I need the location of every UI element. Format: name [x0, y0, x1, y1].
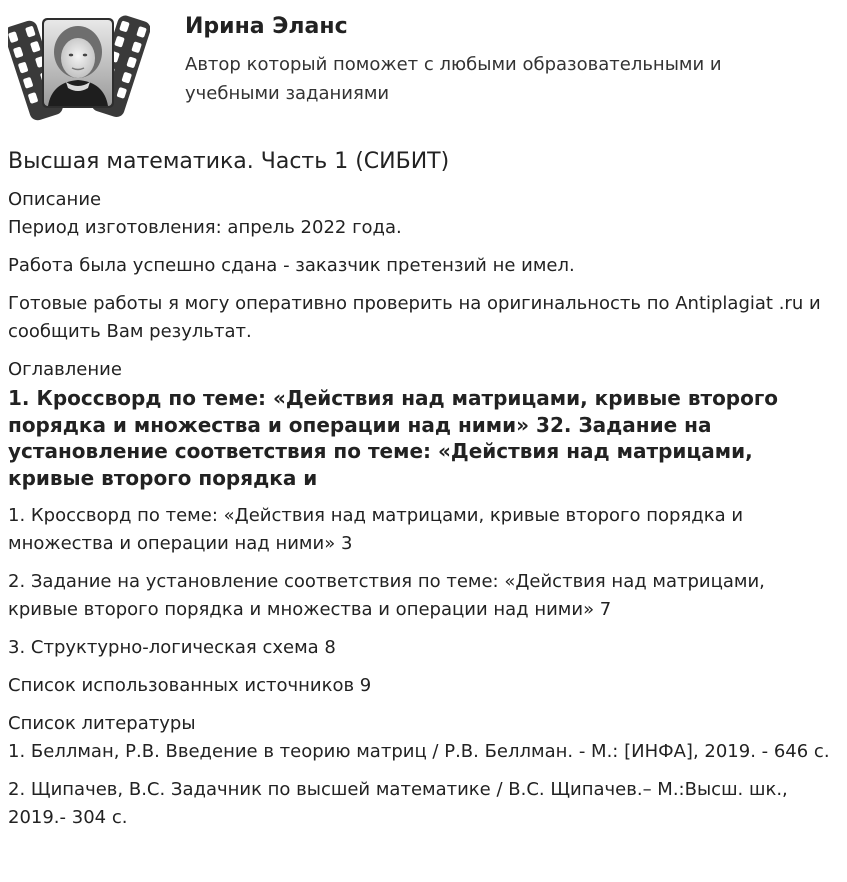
toc-item: 1. Кроссворд по теме: «Действия над матрицами, кривые второго порядка и множества и операции над ними» 3 — [8, 505, 744, 554]
film-strip-avatar-icon — [8, 8, 150, 126]
description-paragraph: Работа была успешно сдана - заказчик претензий не имел. — [8, 255, 575, 276]
toc-heading: 1. Кроссворд по теме: «Действия над матрицами, кривые второго порядка и множества и операции над ними» 32. Задание на установление соответствия по теме: «Действия над матрицами, кривые второго порядка и — [8, 386, 779, 490]
document-content — [8, 146, 838, 842]
toc-item: 2. Задание на установление соответствия по теме: «Действия над матрицами, кривые второго порядка и множества и операции над ними» 7 — [8, 571, 765, 620]
toc-item: 3. Структурно-логическая схема 8 — [8, 637, 336, 658]
author-avatar[interactable] — [8, 8, 150, 126]
description-paragraph: Период изготовления: апрель 2022 года. — [8, 217, 402, 238]
author-name[interactable]: Ирина Эланс — [185, 14, 348, 39]
literature-list — [8, 738, 838, 832]
description-label: Описание — [8, 189, 102, 210]
document-title: Высшая математика. Часть 1 (СИБИТ) — [8, 149, 450, 174]
author-description: Автор который поможет с любыми образовательными и учебными заданиями — [185, 54, 722, 104]
literature-item: 2. Щипачев, В.С. Задачник по высшей математике / В.С. Щипачев.– М.:Высш. шк., 2019.- 304 с. — [8, 779, 788, 828]
author-header — [0, 0, 847, 130]
toc-item: Список использованных источников 9 — [8, 675, 372, 696]
description-paragraph: Готовые работы я могу оперативно проверить на оригинальность по Antiplagiat .ru и сообщить Вам результат. — [8, 293, 821, 342]
toc-list — [8, 502, 838, 700]
literature-label: Список литературы — [8, 713, 196, 734]
literature-item: 1. Беллман, Р.В. Введение в теорию матриц / Р.В. Беллман. - М.: [ИНФА], 2019. - 646 с. — [8, 741, 830, 762]
toc-label: Оглавление — [8, 359, 122, 380]
